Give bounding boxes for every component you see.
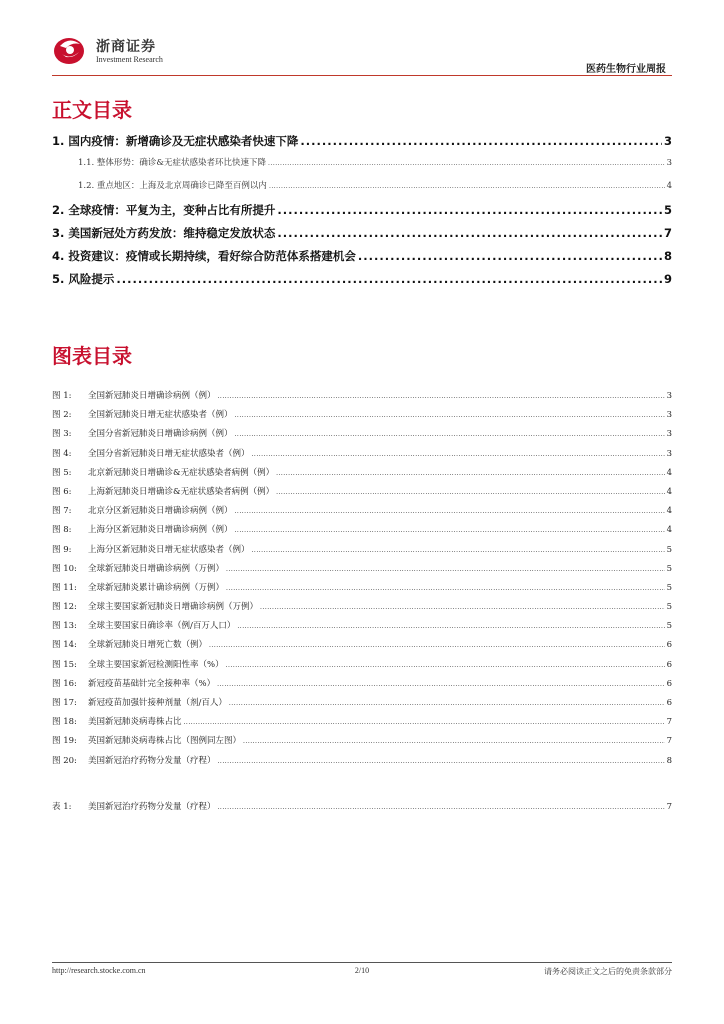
entry-label [52,581,224,593]
entry-page-number: 5 [663,203,672,217]
entry-label: 1. 国内疫情：新增确诊及无症状感染者快速下降 [52,134,299,148]
contents-entry[interactable] [52,225,672,248]
contents-entry[interactable] [52,248,672,271]
entry-page-number: 5 [666,544,672,555]
footer-disclaimer: 请务必阅读正文之后的免责条款部分 [544,967,672,976]
dot-leader [276,487,665,497]
entry-page-number: 3 [666,158,672,168]
dot-leader [243,736,665,746]
entry-label: 4. 投资建议：疫情或长期持续，看好综合防范体系搭建机会 [52,249,356,263]
entry-page-number: 4 [666,181,672,191]
figure-entry[interactable] [52,600,672,619]
dot-leader [260,602,665,612]
entry-page-number: 3 [666,429,672,440]
entry-page-number: 7 [663,226,672,240]
entry-number: 图 11: [52,582,77,593]
entry-number: 图 6: [52,486,72,497]
entry-page-number: 4 [666,467,672,478]
entry-label [52,466,274,478]
entry-number: 图 16: [52,678,77,689]
entry-page-number: 3 [666,410,672,421]
entry-label [52,523,233,535]
dot-leader [184,717,665,727]
entry-title: 全国新冠肺炎日增确诊病例（例） [88,391,216,401]
entry-number: 图 18: [52,717,77,728]
dot-leader [235,410,665,420]
entry-number: 图 10: [52,563,77,574]
entry-title: 新冠疫苗基础针完全接种率（%） [88,678,216,689]
entry-title: 美国新冠肺炎病毒株占比 [88,717,182,728]
entry-title: 全球新冠肺炎累计确诊病例（万例） [88,582,225,593]
entry-number: 表 1: [52,802,72,812]
figure-entry[interactable] [52,581,672,600]
contents-entry[interactable] [52,156,672,179]
entry-title: 北京新冠肺炎日增确诊&无症状感染者病例（例） [88,467,275,478]
entry-label [52,427,233,439]
dot-leader [209,640,665,650]
entry-page-number: 8 [663,249,672,263]
entry-label [52,485,274,497]
contents-entry[interactable] [52,271,672,294]
entry-title: 全国分省新冠肺炎日增确诊病例（例） [88,429,233,440]
entry-label [52,447,250,459]
entry-page-number: 6 [666,659,672,670]
figure-entry[interactable] [52,408,672,427]
dot-leader [226,564,665,574]
contents-entry[interactable] [52,179,672,202]
logo-text-en: Investment Research [96,55,163,64]
entry-label [52,754,216,766]
entry-label [52,734,241,746]
entry-label [52,800,216,812]
entry-title: 上海分区新冠肺炎日增无症状感染者（例） [88,544,250,555]
dot-leader [226,583,665,593]
entry-title: 英国新冠肺炎病毒株占比（图例同左图） [88,736,242,747]
dot-leader [226,660,665,670]
figure-entry[interactable] [52,543,672,562]
figure-entry[interactable] [52,677,672,696]
figure-entry[interactable] [52,715,672,734]
figure-entry[interactable] [52,427,672,446]
figures-heading: 图表目录 [52,344,132,368]
figure-entry[interactable] [52,485,672,504]
entry-label: 1.1. 整体形势：确诊&无症状感染者环比快速下降 [78,158,266,168]
entry-page-number: 5 [666,602,672,613]
entry-number: 图 5: [52,467,72,478]
figure-entry[interactable] [52,754,672,773]
entry-title: 全国新冠肺炎日增无症状感染者（例） [88,410,233,421]
figure-entry[interactable] [52,734,672,753]
entry-number: 图 19: [52,736,77,747]
entry-number: 图 15: [52,659,77,670]
entry-label [52,619,235,631]
entry-title: 全球主要国家新冠肺炎日增确诊病例（万例） [88,602,259,613]
tables-list [52,800,672,819]
entry-label: 3. 美国新冠处方药发放：维持稳定发放状态 [52,226,276,240]
entry-number: 图 1: [52,391,72,401]
entry-page-number: 3 [666,448,672,459]
dot-leader [218,802,665,812]
entry-number: 图 8: [52,525,72,536]
dot-leader [277,226,662,240]
entry-title: 新冠疫苗加强针接种剂量（剂/百人） [88,698,227,708]
dot-leader [277,203,662,217]
figure-entry[interactable] [52,466,672,485]
dot-leader [229,698,665,708]
figure-entry[interactable] [52,562,672,581]
figure-entry[interactable] [52,658,672,677]
dot-leader [269,181,665,191]
entry-page-number: 6 [666,640,672,651]
entry-title: 上海分区新冠肺炎日增确诊病例（例） [88,525,233,536]
entry-page-number: 7 [666,802,672,812]
entry-number: 图 7: [52,506,72,517]
entry-title: 全球主要国家日确诊率（例/百万人口） [88,621,236,632]
figure-entry[interactable] [52,447,672,466]
dot-leader [116,272,662,286]
entry-number: 图 14: [52,640,77,651]
page-header [52,30,672,76]
header-divider [52,75,672,76]
entry-label [52,638,207,650]
entry-title: 美国新冠治疗药物分发量（疗程） [88,802,216,812]
entry-number: 图 13: [52,621,77,632]
dot-leader [252,545,665,555]
entry-title: 美国新冠治疗药物分发量（疗程） [88,755,216,766]
figure-entry[interactable] [52,800,672,819]
entry-label [52,677,215,689]
entry-label: 5. 风险提示 [52,272,115,286]
dot-leader [218,756,665,766]
entry-number: 图 4: [52,448,72,459]
entry-page-number: 4 [666,525,672,536]
report-type-title: 医药生物行业周报 [586,64,666,75]
entry-label [52,562,224,574]
entry-label [52,696,227,708]
entry-label [52,600,258,612]
entry-number: 图 9: [52,544,72,555]
entry-page-number: 5 [666,582,672,593]
entry-number: 图 20: [52,755,77,766]
entry-page-number: 7 [666,717,672,728]
dot-leader [276,468,665,478]
figure-entry[interactable] [52,696,672,715]
contents-list [52,133,672,294]
dot-leader [218,391,665,401]
entry-title: 上海新冠肺炎日增确诊&无症状感染者病例（例） [88,486,275,497]
figures-list [52,389,672,773]
entry-title: 北京分区新冠肺炎日增确诊病例（例） [88,506,233,517]
logo-text-cn: 浙商证券 [96,39,156,55]
dot-leader [235,506,665,516]
contents-entry[interactable] [52,133,672,156]
entry-label [52,504,233,516]
entry-label [52,715,182,727]
entry-label [52,543,250,555]
dot-leader [235,525,665,535]
entry-label [52,389,216,401]
figure-entry[interactable] [52,504,672,523]
contents-heading: 正文目录 [52,98,132,122]
dot-leader [358,249,662,263]
entry-label [52,658,224,670]
entry-page-number: 6 [666,678,672,689]
entry-label [52,408,233,420]
entry-title: 全球主要国家新冠检测阳性率（%） [88,659,224,670]
entry-page-number: 4 [666,506,672,517]
entry-number: 图 17: [52,698,77,708]
dot-leader [252,449,665,459]
footer-url[interactable]: http://research.stocke.com.cn [52,966,146,975]
entry-number: 图 3: [52,429,72,440]
entry-page-number: 8 [666,755,672,766]
figure-entry[interactable] [52,638,672,657]
entry-label: 2. 全球疫情：平复为主，变种占比有所提升 [52,203,276,217]
dot-leader [235,429,665,439]
figure-entry[interactable] [52,523,672,542]
entry-number: 图 2: [52,410,72,421]
entry-page-number: 9 [663,272,672,286]
company-logo-icon [52,34,88,66]
entry-page-number: 4 [666,486,672,497]
footer-page-number: 2/10 [354,966,370,975]
dot-leader [268,158,665,168]
entry-page-number: 3 [666,391,672,401]
entry-page-number: 5 [666,563,672,574]
contents-entry[interactable] [52,202,672,225]
entry-page-number: 7 [666,736,672,747]
entry-title: 全国分省新冠肺炎日增无症状感染者（例） [88,448,250,459]
dot-leader [217,679,664,689]
dot-leader [237,621,664,631]
entry-page-number: 3 [663,134,672,148]
entry-page-number: 5 [666,621,672,632]
figure-entry[interactable] [52,619,672,638]
figure-entry[interactable] [52,389,672,408]
entry-label: 1.2. 重点地区：上海及北京周确诊已降至百例以内 [78,181,267,191]
dot-leader [300,134,662,148]
entry-page-number: 6 [666,698,672,708]
footer-divider [52,962,672,963]
entry-title: 全球新冠肺炎日增确诊病例（万例） [88,563,225,574]
entry-number: 图 12: [52,602,77,613]
entry-title: 全球新冠肺炎日增死亡数（例） [88,640,208,651]
